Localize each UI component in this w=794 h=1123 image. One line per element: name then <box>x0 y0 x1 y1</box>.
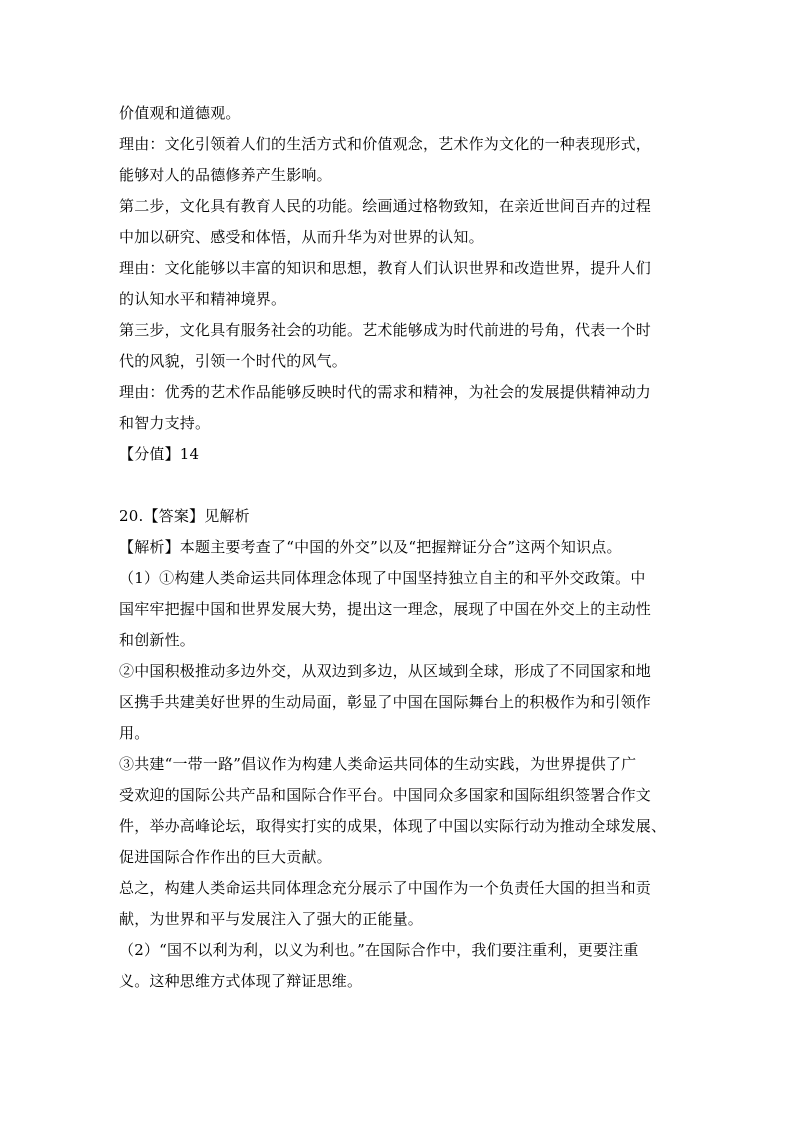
text-line: （2）“国不以利为利，以义为利也。”在国际合作中，我们要注重利，更要注重 <box>119 941 639 959</box>
text-line: 理由：优秀的艺术作品能够反映时代的需求和精神，为社会的发展提供精神动力 <box>119 383 652 401</box>
score-line: 【分值】14 <box>119 445 200 463</box>
text-line: ③共建“一带一路”倡议作为构建人类命运共同体的生动实践，为世界提供了广 <box>119 755 637 773</box>
analysis-line: 【解析】本题主要考查了“中国的外交”以及“把握辩证分合”这两个知识点。 <box>119 538 622 556</box>
text-line: 国牢牢把握中国和世界发展大势，提出这一理念，展现了中国在外交上的主动性 <box>119 600 652 618</box>
blank-line <box>119 470 679 501</box>
text-line: 能够对人的品德修养产生影响。 <box>119 166 332 184</box>
text-line: 的认知水平和精神境界。 <box>119 290 287 308</box>
document-body <box>119 98 679 997</box>
text-line: 总之，构建人类命运共同体理念充分展示了中国作为一个负责任大国的担当和贡 <box>119 879 652 897</box>
text-line: 理由：文化能够以丰富的知识和思想，教育人们认识世界和改造世界，提升人们 <box>119 259 652 277</box>
text-line: 中加以研究、感受和体悟，从而升华为对世界的认知。 <box>119 228 484 246</box>
text-line: 区携手共建美好世界的生动局面，彰显了中国在国际舞台上的积极作为和引领作 <box>119 693 652 711</box>
text-line: 理由：文化引领着人们的生活方式和价值观念，艺术作为文化的一种表现形式， <box>119 135 652 153</box>
text-line: 义。这种思维方式体现了辩证思维。 <box>119 972 363 990</box>
text-line: 和智力支持。 <box>119 414 211 432</box>
text-line: 用。 <box>119 724 150 742</box>
text-line: （1）①构建人类命运共同体理念体现了中国坚持独立自主的和平外交政策。中 <box>119 569 646 587</box>
answer-heading: 20.【答案】见解析 <box>119 507 250 525</box>
text-line: 第二步，文化具有教育人民的功能。绘画通过格物致知，在亲近世间百卉的过程 <box>119 197 652 215</box>
text-line: 第三步，文化具有服务社会的功能。艺术能够成为时代前进的号角，代表一个时 <box>119 321 652 339</box>
text-line: 促进国际合作作出的巨大贡献。 <box>119 848 332 866</box>
text-line: 代的风貌，引领一个时代的风气。 <box>119 352 348 370</box>
text-line: ②中国积极推动多边外交，从双边到多边，从区域到全球，形成了不同国家和地 <box>119 662 652 680</box>
text-line: 件，举办高峰论坛，取得实打实的成果，体现了中国以实际行动为推动全球发展、 <box>119 817 667 835</box>
text-line: 献，为世界和平与发展注入了强大的正能量。 <box>119 910 424 928</box>
text-line: 价值观和道德观。 <box>119 104 241 122</box>
text-line: 受欢迎的国际公共产品和国际合作平台。中国同众多国家和国际组织签署合作文 <box>119 786 652 804</box>
text-line: 和创新性。 <box>119 631 196 649</box>
